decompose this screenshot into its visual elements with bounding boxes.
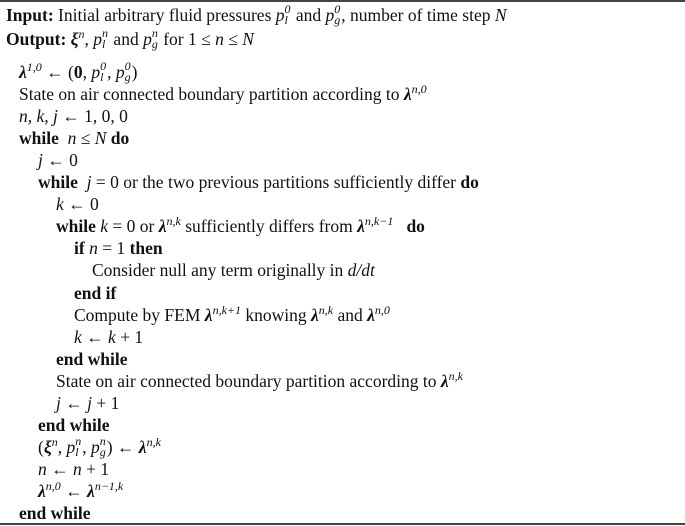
text: ← (81, 326, 109, 347)
subscript: g (124, 70, 131, 84)
math-bold-symbol: λ (138, 436, 147, 457)
math-italic: p (275, 5, 285, 25)
text: , (57, 436, 67, 457)
keyword: while (56, 216, 96, 237)
subscript: l (100, 70, 104, 84)
algorithm-line (19, 61, 137, 83)
algorithm-line (74, 282, 116, 304)
sub-superscript (102, 28, 108, 50)
text: ) ← (106, 436, 139, 457)
math-italic: k (56, 194, 64, 215)
text: ≤ (76, 128, 95, 149)
text: and (333, 304, 368, 325)
sub-superscript (334, 4, 340, 26)
text: , (82, 436, 91, 457)
algorithm-line (56, 193, 99, 215)
math-italic: n (73, 458, 82, 479)
sub-superscript (99, 433, 106, 459)
text: ( (38, 436, 44, 457)
text: Compute by FEM (74, 304, 205, 325)
subscript: l (75, 444, 79, 459)
subscript: g (99, 444, 106, 459)
math-italic: n, k, j (19, 106, 58, 127)
math-bold-symbol: λ (367, 304, 375, 325)
algorithm-line (19, 83, 427, 105)
math-bold-symbol: ξ (43, 436, 52, 457)
text: State on air connected boundary partition according to (19, 84, 404, 105)
algorithm-line (19, 105, 128, 127)
superscript: n (102, 26, 109, 40)
text: + 1 (81, 458, 110, 479)
superscript: n,k (146, 434, 161, 449)
superscript: 0 (100, 59, 107, 73)
algorithm-line (74, 304, 390, 326)
text: ← ( (41, 62, 74, 82)
algorithm-line (38, 458, 109, 480)
keyword: then (129, 238, 163, 259)
math-italic: N (494, 5, 507, 25)
algorithm-line (6, 28, 254, 50)
algorithm-line (56, 392, 119, 414)
text: Consider null any term originally in (92, 260, 348, 281)
math-italic: p (143, 29, 152, 49)
sub-superscript (100, 61, 106, 83)
keyword: Input: (6, 5, 54, 25)
algorithm-line (38, 149, 78, 171)
math-bold-symbol: λ (87, 480, 95, 501)
text: ← 0 (63, 194, 99, 215)
superscript: n (151, 26, 158, 40)
math-italic: p (325, 5, 335, 25)
bottom-rule (0, 523, 685, 525)
superscript: 0 (334, 2, 341, 16)
text: ← (60, 392, 88, 413)
superscript: 1,0 (26, 60, 42, 74)
math-bold-symbol: λ (158, 216, 167, 237)
math-bold-symbol: λ (19, 62, 27, 82)
keyword: do (406, 216, 425, 237)
math-italic: N (94, 128, 107, 149)
superscript: 0 (124, 59, 131, 73)
text: and (291, 5, 326, 25)
superscript: n,k+1 (212, 302, 241, 317)
subscript: g (151, 37, 158, 51)
math-italic: p (66, 436, 76, 457)
math-italic: n (67, 128, 77, 149)
algorithm-line (19, 502, 90, 524)
subscript: l (284, 13, 288, 27)
subscript: g (334, 13, 341, 27)
sub-superscript (152, 28, 158, 50)
text: sufficiently differs from (180, 216, 358, 237)
math-bold-symbol: ξ (70, 29, 79, 49)
subscript: l (102, 37, 106, 51)
math-bold-symbol: λ (38, 480, 46, 501)
math-italic: p (115, 62, 125, 82)
superscript: n (78, 27, 85, 41)
math-italic: j (87, 392, 92, 413)
superscript: 0 (284, 2, 291, 16)
text: , (84, 29, 94, 49)
text: = 1 (97, 238, 130, 259)
text: , number of time step (341, 5, 495, 25)
math-italic: j (38, 150, 43, 171)
sub-superscript (285, 4, 291, 26)
text (78, 172, 87, 192)
math-italic: j (86, 172, 92, 193)
superscript: n,k (448, 368, 463, 383)
superscript: n,k−1 (364, 214, 394, 229)
math-italic: d/dt (347, 260, 375, 281)
keyword: do (110, 128, 130, 149)
text: = 0 or the two previous partitions sufficiently differ (91, 172, 461, 193)
keyword: while (19, 128, 59, 149)
text: for 1 ≤ (158, 29, 216, 49)
math-italic: k (100, 216, 109, 237)
sub-superscript (75, 433, 82, 459)
keyword: end while (19, 503, 91, 523)
text: = 0 or (108, 216, 159, 237)
math-italic: n (89, 238, 98, 259)
math-bold-symbol: λ (204, 304, 213, 325)
text: , (82, 62, 92, 82)
math-italic: p (93, 29, 103, 49)
text: + 1 (92, 392, 120, 413)
math-bold-symbol: λ (311, 304, 319, 325)
text: and (109, 29, 144, 49)
math-bold-symbol: λ (440, 370, 449, 391)
sub-superscript (125, 61, 131, 83)
math-bold-symbol: λ (357, 216, 365, 237)
text: ← (46, 458, 73, 479)
math-bold-symbol: λ (403, 84, 412, 105)
text (393, 216, 406, 236)
math-italic: p (91, 62, 101, 82)
text: ← 0 (42, 150, 78, 171)
keyword: Output: (6, 29, 67, 49)
text: knowing (241, 304, 311, 325)
text: ≤ (223, 29, 243, 49)
math-italic: k (74, 326, 82, 347)
text: Initial arbitrary fluid pressures (53, 5, 276, 25)
math-italic: n (38, 458, 47, 479)
math-italic: n (215, 29, 224, 49)
algorithm-line (92, 259, 375, 281)
algorithm-line (19, 127, 129, 149)
keyword: end while (56, 348, 128, 369)
algorithm-line (38, 433, 161, 459)
text (59, 128, 68, 148)
superscript: n,k (318, 302, 334, 317)
keyword: end while (38, 414, 110, 435)
keyword: if (74, 238, 85, 259)
text: ) (131, 62, 138, 82)
superscript: n (75, 433, 82, 448)
text: ← 1, 0, 0 (57, 106, 128, 127)
math-italic: j (56, 392, 61, 413)
keyword: end if (74, 282, 117, 303)
algorithm-line (74, 326, 143, 348)
algorithm-line (38, 414, 109, 436)
text: State on air connected boundary partition according to (56, 370, 441, 391)
math-italic: N (242, 29, 254, 49)
math-bold-zero: 0 (73, 62, 83, 82)
superscript: n,0 (374, 302, 390, 317)
superscript: n,k (166, 214, 181, 229)
algorithm-line (74, 237, 163, 259)
keyword: while (38, 172, 78, 193)
algorithm-line (56, 370, 463, 392)
keyword: do (460, 172, 479, 193)
text: ← (60, 480, 88, 501)
top-rule (0, 0, 685, 2)
algorithm-line (56, 215, 425, 237)
text: , (107, 62, 116, 82)
text: + 1 (115, 326, 144, 347)
math-italic: k (108, 326, 116, 347)
superscript: n−1,k (94, 478, 124, 493)
superscript: n,0 (45, 478, 61, 493)
algorithm-line (38, 171, 479, 193)
algorithm-line (6, 4, 507, 26)
math-italic: p (90, 436, 100, 457)
algorithm-line (38, 480, 123, 502)
superscript: n (99, 433, 106, 448)
algorithm-line (56, 348, 127, 370)
superscript: n (51, 434, 58, 449)
superscript: n,0 (411, 82, 427, 97)
